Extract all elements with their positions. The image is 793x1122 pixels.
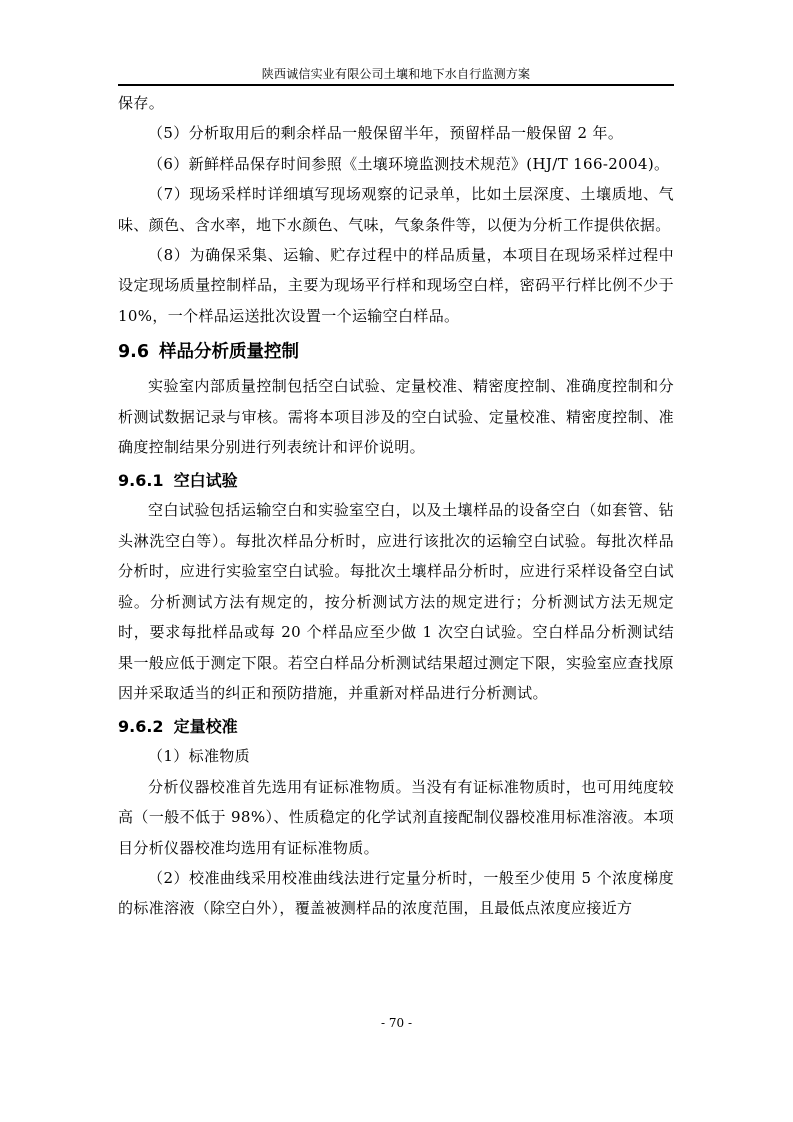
section-number: 9.6	[118, 342, 150, 363]
paragraph: （6）新鲜样品保存时间参照《土壤环境监测技术规范》(HJ/T 166-2004)。	[148, 154, 670, 173]
document-body	[118, 88, 674, 924]
paragraph: 分析仪器校准首先选用有证标准物质。当没有有证标准物质时，也可用纯度较高（一般不低于 98%）、性质稳定的化学试剂直接配制仪器校准用标准溶液。本项目分析仪器校准均选用有证标准物质。	[118, 777, 674, 857]
paragraph: （5）分析取用后的剩余样品一般保留半年，预留样品一般保留 2 年。	[148, 124, 624, 143]
section-number: 9.6.1	[118, 471, 164, 491]
section-heading	[118, 708, 674, 741]
page-number: - 70 -	[380, 1016, 412, 1030]
paragraph: 保存。	[118, 94, 165, 112]
paragraph: 实验室内部质量控制包括空白试验、定量校准、精密度控制、准确度控制和分析测试数据记录与审核。需将本项目涉及的空白试验、定量校准、精密度控制、准确度控制结果分别进行列表统计和评价说明。	[118, 377, 674, 457]
section-title: 空白试验	[173, 471, 238, 491]
paragraph: 空白试验包括运输空白和实验室空白，以及土壤样品的设备空白（如套管、钻头淋洗空白等）。每批次样品分析时，应进行该批次的运输空白试验。每批次样品分析时，应进行实验室空白试验。每批次土壤样品分析时，应进行采样设备空白试验。分析测试方法有规定的，按分析测试方法的规定进行；分析测试方法无规定时，要求每批样品或每 20 个样品应至少做 1 次空白试验。空白样品分析测试结果一般应低于测定下限。若空白样品分析测试结果超过测定下限，实验室应查找原因并采取适当的纠正和预防措施，并重新对样品进行分析测试。	[118, 501, 674, 702]
paragraph: （1）标准物质	[148, 747, 250, 766]
section-number: 9.6.2	[118, 717, 164, 737]
section-heading	[118, 462, 674, 495]
paragraph: （7）现场采样时详细填写现场观察的记录单，比如土层深度、土壤质地、气味、颜色、含水率，地下水颜色、气味，气象条件等，以便为分析工作提供依据。	[118, 185, 674, 234]
section-heading	[118, 331, 674, 371]
section-title: 样品分析质量控制	[159, 342, 300, 363]
paragraph: （2）校准曲线采用校准曲线法进行定量分析时，一般至少使用 5 个浓度梯度的标准溶液（除空白外），覆盖被测样品的浓度范围，且最低点浓度应接近方	[118, 868, 674, 918]
running-header: 陕西诚信实业有限公司土壤和地下水自行监测方案	[261, 67, 531, 81]
paragraph: （8）为确保采集、运输、贮存过程中的样品质量，本项目在现场采样过程中设定现场质量控制样品，主要为现场平行样和现场空白样，密码平行样比例不少于 10%，一个样品运送批次设置一个运输空白样品。	[118, 246, 674, 325]
header-rule	[118, 84, 674, 86]
section-title: 定量校准	[173, 717, 238, 737]
